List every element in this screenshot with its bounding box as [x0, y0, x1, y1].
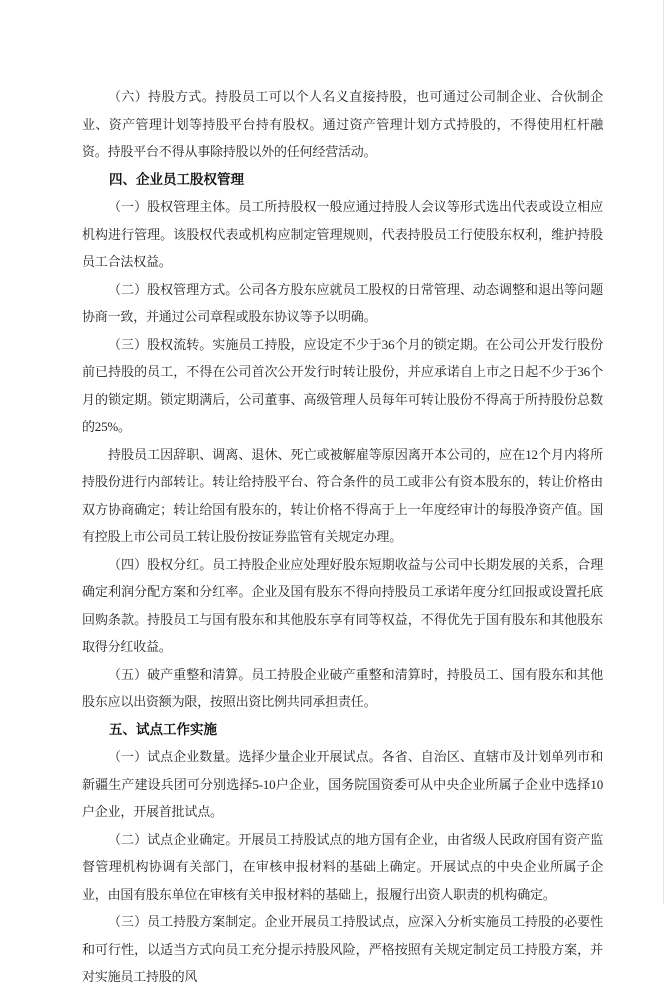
paragraph-equity-transfer-lockup: （三）股权流转。实施员工持股，应设定不少于36个月的锁定期。在公司公开发行股份前已持股的员工，不得在公司首次公开发行时转让股份，并应承诺自上市之日起不少于36个月的锁定期。锁定期满后，公司董事、高级管理人员每年可转让股份不得高于所持股份总数的25%。: [82, 336, 603, 434]
paragraph-holding-method: （六）持股方式。持股员工可以个人名义直接持股，也可通过公司制企业、合伙制企业、资产管理计划等持股平台持有股权。通过资产管理计划方式持股的，不得使用杠杆融资。持股平台不得从事除持股以外的任何经营活动。: [82, 89, 603, 159]
paragraph-holding-plan-formulation: （三）员工持股方案制定。企业开展员工持股试点，应深入分析实施员工持股的必要性和可行性，以适当方式向员工充分提示持股风险，严格按照有关规定制定员工持股方案，并对实施员工持股的风: [82, 914, 603, 984]
paragraph-equity-management-method: （二）股权管理方式。公司各方股东应就员工股权的日常管理、动态调整和退出等问题协商一致，并通过公司章程或股东协议等予以明确。: [82, 281, 603, 324]
page-edge-divider: [663, 0, 664, 904]
paragraph-equity-transfer-departure: 持股员工因辞职、调离、退休、死亡或被解雇等原因离开本公司的，应在12个月内将所持股份进行内部转让。转让给持股平台、符合条件的员工或非公有资本股东的，转让价格由双方协商确定；转让给国有股东的，转让价格不得高于上一年度经审计的每股净资产值。国有控股上市公司员工转让股份按证券监管有关规定办理。: [82, 446, 603, 544]
paragraph-bankruptcy-liquidation: （五）破产重整和清算。员工持股企业破产重整和清算时，持股员工、国有股东和其他股东应以出资额为限，按照出资比例共同承担责任。: [82, 666, 603, 709]
paragraph-equity-management-subject: （一）股权管理主体。员工所持股权一般应通过持股人会议等形式选出代表或设立相应机构进行管理。该股权代表或机构应制定管理规则，代表持股员工行使股东权利，维护持股员工合法权益。: [82, 199, 603, 269]
document-content: [82, 83, 603, 991]
paragraph-equity-dividends: （四）股权分红。员工持股企业应处理好股东短期收益与公司中长期发展的关系，合理确定利润分配方案和分红率。企业及国有股东不得向持股员工承诺年度分红回报或设置托底回购条款。持股员工与国有股东和其他股东享有同等权益，不得优先于国有股东和其他股东取得分红收益。: [82, 556, 603, 654]
section-heading-pilot-implementation: 五、试点工作实施: [109, 721, 217, 737]
paragraph-pilot-enterprise-quantity: （一）试点企业数量。选择少量企业开展试点。各省、自治区、直辖市及计划单列市和新疆生产建设兵团可分别选择5-10户企业，国务院国资委可从中央企业所属子企业中选择10户企业，开展首批试点。: [82, 749, 603, 819]
section-heading-employee-equity-management: 四、企业员工股权管理: [109, 171, 244, 187]
paragraph-pilot-enterprise-determination: （二）试点企业确定。开展员工持股试点的地方国有企业，由省级人民政府国有资产监督管理机构协调有关部门，在审核申报材料的基础上确定。开展试点的中央企业所属子企业，由国有股东单位在审核有关申报材料的基础上，报履行出资人职责的机构确定。: [82, 831, 603, 902]
